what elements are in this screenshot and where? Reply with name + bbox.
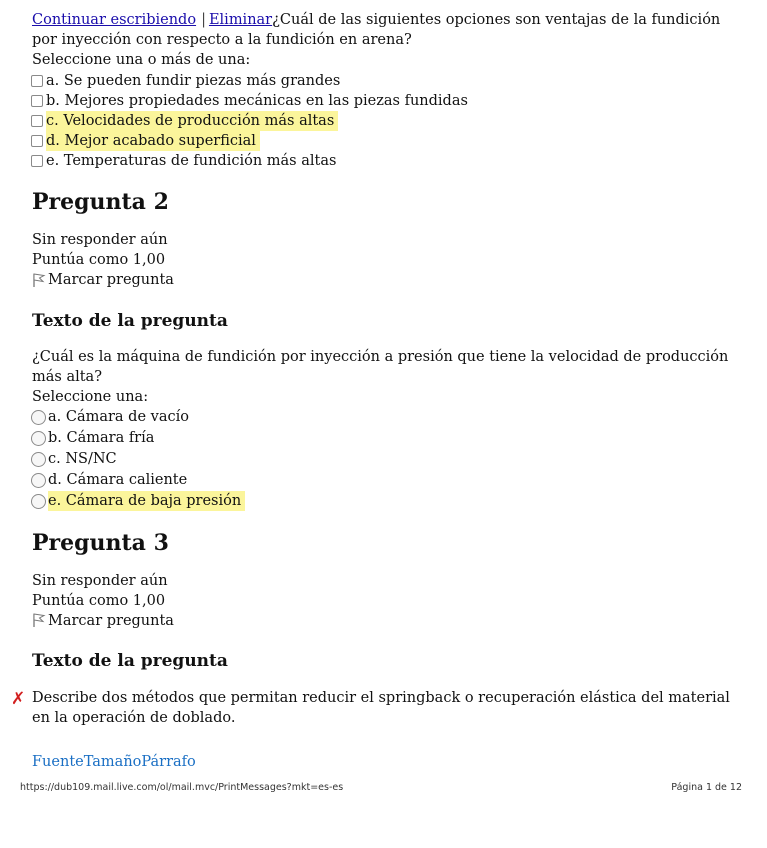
radio-button[interactable] <box>31 452 46 467</box>
flag-icon <box>32 273 46 288</box>
print-footer <box>20 782 742 793</box>
checkbox[interactable] <box>31 155 43 167</box>
q2-option-a[interactable] <box>31 407 742 428</box>
q2-options <box>32 407 742 512</box>
continue-writing-link[interactable]: Continuar escribiendo <box>32 12 197 28</box>
footer-url: https://dub109.mail.live.com/ol/mail.mvc/PrintMessages?mkt=es-es <box>20 782 344 793</box>
radio-button[interactable] <box>31 431 46 446</box>
option-label-highlighted: d. Mejor acabado superficial <box>46 131 260 151</box>
q1-option-d[interactable] <box>31 131 742 151</box>
option-label: a. Se pueden fundir piezas más grandes <box>46 73 341 89</box>
q2-flag-question[interactable] <box>32 270 174 290</box>
delete-link[interactable]: Eliminar <box>208 12 273 28</box>
q1-option-c[interactable] <box>31 111 742 131</box>
editor-toolbar <box>32 754 742 770</box>
flag-label: Marcar pregunta <box>48 272 174 288</box>
checkbox[interactable] <box>31 95 43 107</box>
radio-button[interactable] <box>31 410 46 425</box>
option-label: a. Cámara de vacío <box>48 409 189 425</box>
size-menu-link[interactable]: Tamaño <box>83 754 142 770</box>
footer-page-number: Página 1 de 12 <box>671 782 742 793</box>
q2-title: Pregunta 2 <box>32 189 169 215</box>
option-label-highlighted: e. Cámara de baja presión <box>48 491 245 511</box>
q1-question-text: ¿Cuál de las siguientes opciones son ventajas de la fundición por inyección con respecto a la fundición en arena? <box>32 12 721 48</box>
option-label-highlighted: c. Velocidades de producción más altas <box>46 111 338 131</box>
option-label: b. Cámara fría <box>48 430 155 446</box>
q3-title: Pregunta 3 <box>32 529 169 556</box>
q1-option-b[interactable] <box>31 91 742 111</box>
option-label: c. NS/NC <box>48 451 117 467</box>
q2-option-b[interactable] <box>31 428 742 449</box>
checkbox[interactable] <box>31 115 43 127</box>
q3-score: Puntúa como 1,00 <box>32 592 166 609</box>
option-label: b. Mejores propiedades mecánicas en las piezas fundidas <box>46 93 468 109</box>
option-label: e. Temperaturas de fundición más altas <box>46 153 337 169</box>
q2-option-c[interactable] <box>31 449 742 470</box>
q2-subheading: Texto de la pregunta <box>32 310 228 331</box>
q3-status: Sin responder aún <box>32 572 168 589</box>
q3-question-block <box>11 688 742 728</box>
q2-info <box>32 230 742 294</box>
q3-subheading: Texto de la pregunta <box>32 651 228 671</box>
error-x-icon: ✗ <box>11 689 26 709</box>
q2-question-text: ¿Cuál es la máquina de fundición por inyección a presión que tiene la velocidad de producción más alta? <box>32 348 729 385</box>
print-content <box>11 10 742 770</box>
link-separator: | <box>201 12 206 28</box>
q2-status: Sin responder aún <box>32 232 168 248</box>
paragraph-menu-link[interactable]: Párrafo <box>141 754 196 770</box>
option-label: d. Cámara caliente <box>48 472 188 488</box>
radio-button[interactable] <box>31 494 46 509</box>
q2-score: Puntúa como 1,00 <box>32 252 166 268</box>
checkbox[interactable] <box>31 75 43 87</box>
q1-instruction: Seleccione una o más de una: <box>32 52 251 68</box>
q3-info <box>32 571 742 635</box>
q1-option-e[interactable] <box>31 151 742 171</box>
font-menu-link[interactable]: Fuente <box>32 754 84 770</box>
radio-button[interactable] <box>31 473 46 488</box>
q1-question-text-line <box>32 10 742 50</box>
q2-option-e[interactable] <box>31 491 742 512</box>
checkbox[interactable] <box>31 135 43 147</box>
q2-instruction: Seleccione una: <box>32 388 149 405</box>
q1-option-a[interactable] <box>31 71 742 91</box>
q3-flag-question[interactable] <box>32 611 174 631</box>
q2-flag-row <box>32 270 742 294</box>
flag-label: Marcar pregunta <box>48 612 174 629</box>
flag-icon <box>32 613 46 628</box>
q2-option-d[interactable] <box>31 470 742 491</box>
q1-options <box>32 71 742 171</box>
q3-question-text: Describe dos métodos que permitan reducir el springback o recuperación elástica del material en la operación de doblado. <box>32 690 730 726</box>
q3-flag-row <box>32 611 742 635</box>
